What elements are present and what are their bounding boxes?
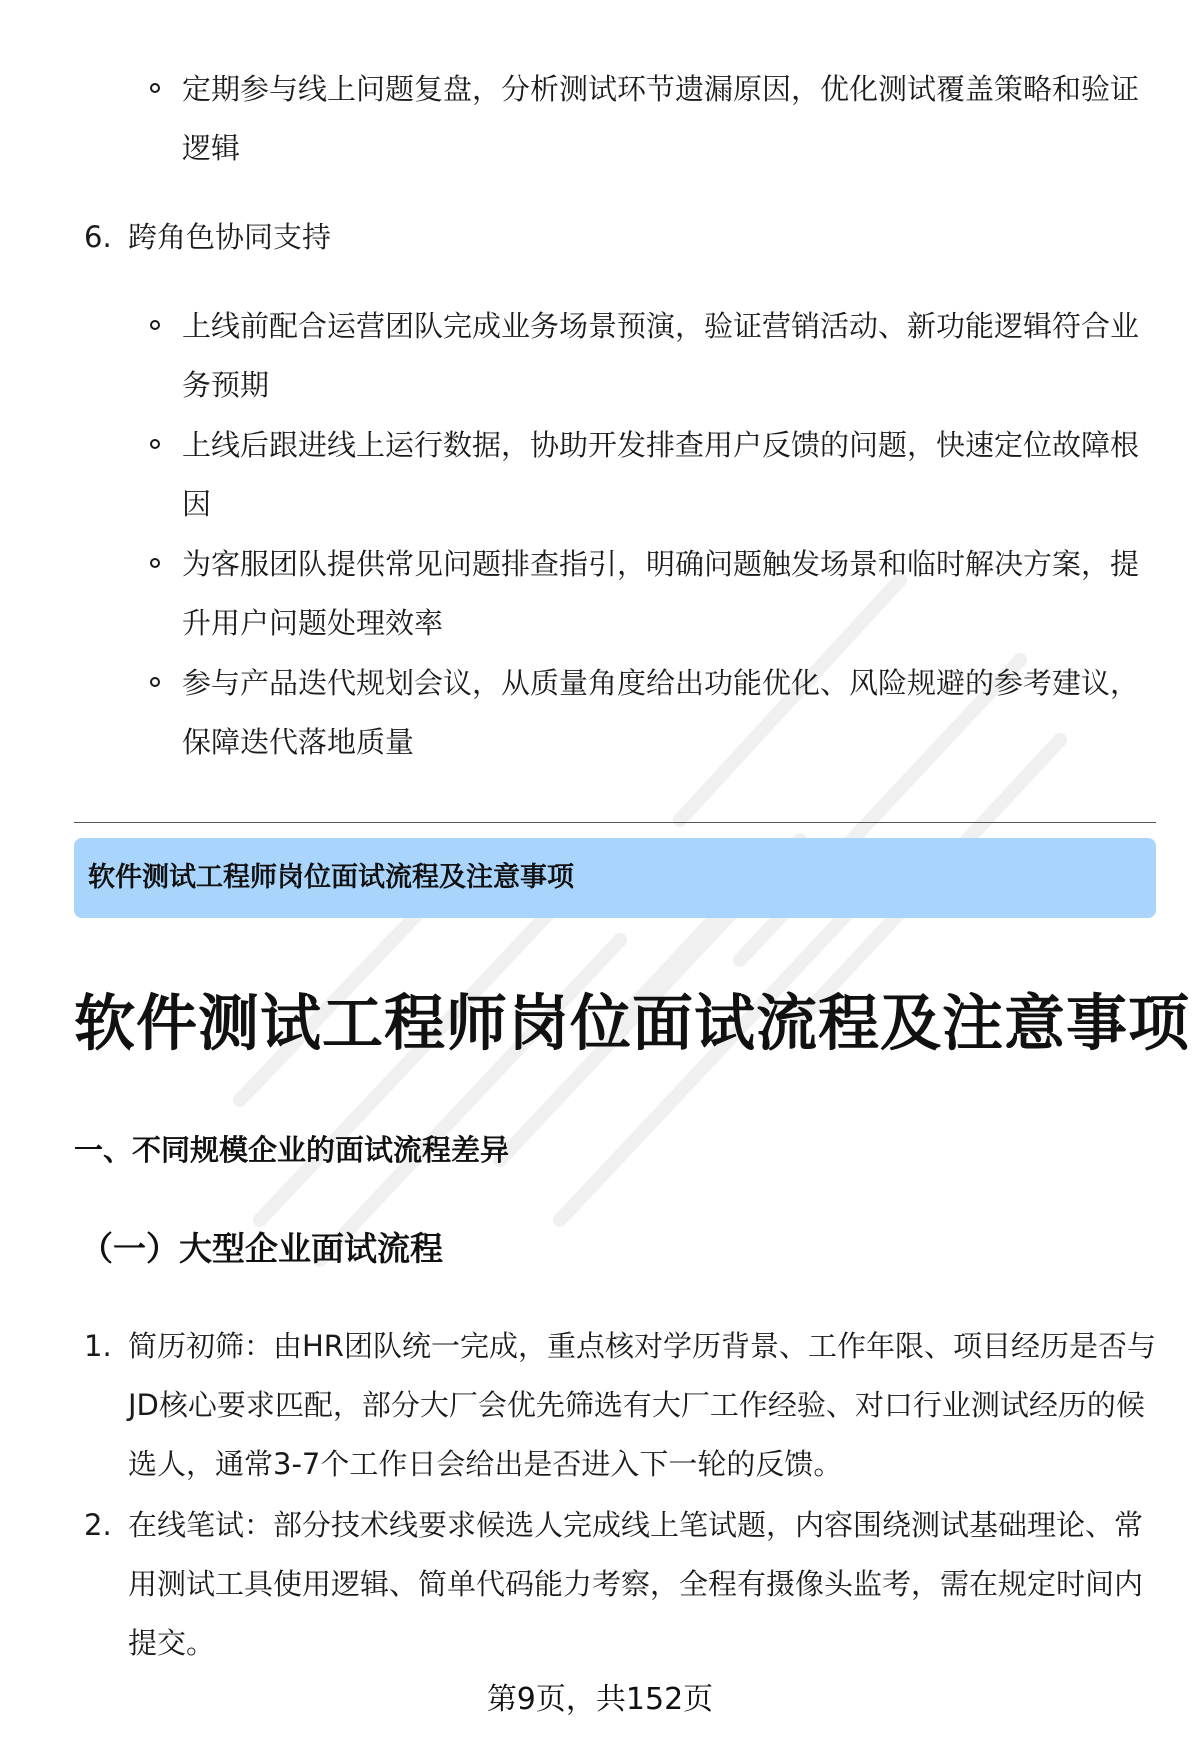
bullet-text: 参与产品迭代规划会议，从质量角度给出功能优化、风险规避的参考建议，保障迭代落地质量 <box>182 666 1140 759</box>
page-title: 软件测试工程师岗位面试流程及注意事项 <box>74 988 1191 1059</box>
section-banner <box>74 838 1156 918</box>
hollow-bullet-icon <box>150 320 160 330</box>
list-item <box>150 297 1140 415</box>
numbered-item-2 <box>84 1496 1160 1673</box>
item-title: 跨角色协同支持 <box>128 220 332 254</box>
hollow-bullet-icon <box>150 677 160 687</box>
list-item <box>150 654 1140 772</box>
item-text: 在线笔试：部分技术线要求候选人完成线上笔试题，内容围绕测试基础理论、常用测试工具使用逻辑、简单代码能力考察，全程有摄像头监考，需在规定时间内提交。 <box>128 1508 1144 1660</box>
numbered-item-6 <box>84 208 1160 267</box>
bullet-text: 上线前配合运营团队完成业务场景预演，验证营销活动、新功能逻辑符合业务预期 <box>182 309 1140 402</box>
item-number: 2. <box>84 1508 112 1542</box>
subsection-heading: （一）大型企业面试流程 <box>80 1229 443 1268</box>
section-divider <box>74 822 1156 823</box>
banner-title: 软件测试工程师岗位面试流程及注意事项 <box>88 862 574 893</box>
list-item <box>150 416 1140 534</box>
list-item <box>150 60 1140 178</box>
page-number: 第9页，共152页 <box>486 1682 714 1717</box>
hollow-bullet-icon <box>150 558 160 568</box>
list-item <box>150 535 1140 653</box>
hollow-bullet-icon <box>150 83 160 93</box>
bullet-text: 定期参与线上问题复盘，分析测试环节遗漏原因，优化测试覆盖策略和验证逻辑 <box>182 72 1140 165</box>
item-text: 简历初筛：由HR团队统一完成，重点核对学历背景、工作年限、项目经历是否与JD核心要求匹配，部分大厂会优先筛选有大厂工作经验、对口行业测试经历的候选人，通常3-7个工作日会给出是否进入下一轮的反馈。 <box>128 1329 1156 1481</box>
bullet-text: 为客服团队提供常见问题排查指引，明确问题触发场景和临时解决方案，提升用户问题处理效率 <box>182 547 1140 640</box>
bullet-text: 上线后跟进线上运行数据，协助开发排查用户反馈的问题，快速定位故障根因 <box>182 428 1140 521</box>
section-heading: 一、不同规模企业的面试流程差异 <box>74 1133 510 1167</box>
item-number: 1. <box>84 1329 112 1363</box>
hollow-bullet-icon <box>150 439 160 449</box>
numbered-item-1 <box>84 1317 1160 1494</box>
item-number: 6. <box>84 220 112 254</box>
